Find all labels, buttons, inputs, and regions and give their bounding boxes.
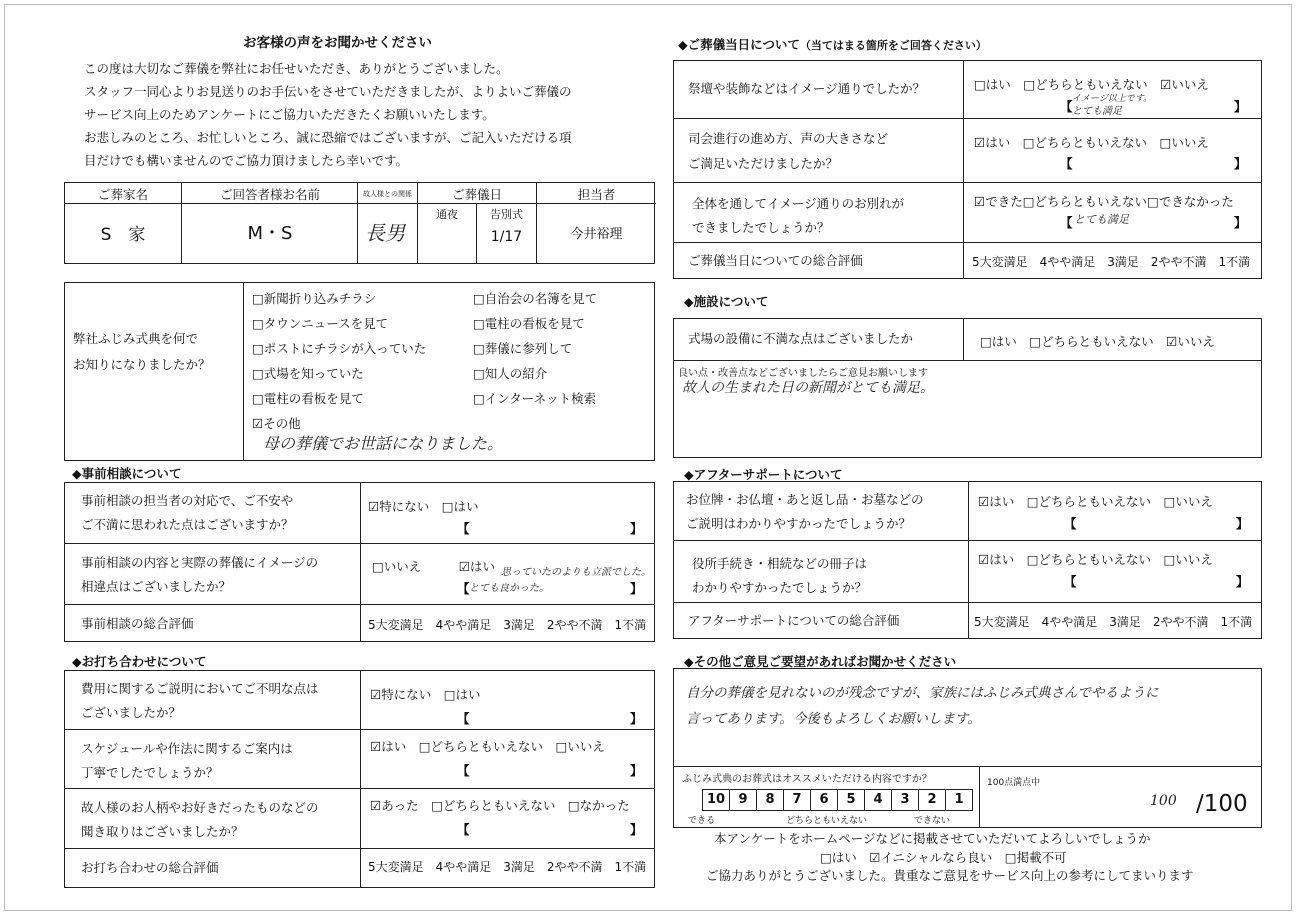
day-q1-note: とても満足: [1072, 106, 1122, 117]
intro-line: この度は大切なご葬儀を弊社にお任せいただき、ありがとうございました。: [84, 61, 509, 76]
source-option[interactable]: □新聞折り込みチラシ: [252, 291, 377, 306]
scale-item[interactable]: 1: [945, 790, 972, 810]
source-option[interactable]: □式場を知っていた: [252, 366, 364, 381]
bracket-right: 】: [1234, 156, 1247, 171]
day-q4: ご葬儀当日についての総合評価: [688, 253, 863, 268]
bracket-right: 】: [630, 711, 643, 726]
prior-q2: 相違点はございましたか？: [81, 579, 232, 594]
staff-value: 今井裕理: [570, 227, 623, 242]
header-date: ご葬儀日: [451, 187, 502, 202]
meeting-q4: お打ち合わせの総合評価: [81, 860, 219, 875]
header-kokubetsu: 告別式: [490, 208, 523, 221]
bracket-left: 【: [1064, 516, 1077, 531]
day-heading: [678, 35, 987, 53]
source-option[interactable]: □知人の紹介: [473, 366, 548, 381]
score-value: 100: [1150, 793, 1177, 809]
header-tsuya: 通夜: [436, 208, 458, 221]
bracket-right: 】: [630, 581, 643, 596]
recommend-question: ふじみ式典のお葬式はオススメいただける内容ですか？: [682, 774, 932, 785]
day-q1: 祭壇や装飾などはイメージ通りでしたか？: [688, 81, 926, 96]
other-comment: 言ってあります。今後もよろしくお願いします。: [686, 711, 981, 727]
bracket-right: 】: [1234, 99, 1247, 114]
source-option[interactable]: □電柱の看板を見て: [473, 316, 585, 331]
day-rating[interactable]: 5大変満足 4やや満足 3満足 2やや不満 1不満: [972, 255, 1251, 269]
source-box: [64, 282, 655, 461]
meeting-q2: 丁寧でしたでしょうか？: [81, 765, 219, 780]
day-heading-text: ◆ご葬儀当日について: [678, 37, 800, 52]
after-q1: ご説明はわかりやすかったでしょうか？: [686, 516, 912, 531]
scale-mid-label: どちらともいえない: [786, 816, 868, 826]
header-family: ご葬家名: [97, 187, 148, 202]
footer-question: 本アンケートをホームページなどに掲載させていただいてよろしいでしょうか: [714, 831, 1151, 846]
scale-right-label: できない: [914, 816, 951, 826]
prior-q1-options[interactable]: ☑特にない □はい: [368, 499, 479, 514]
other-note: 母の葬儀でお世話になりました。: [263, 434, 504, 453]
header-respondent: ご回答者様お名前: [219, 187, 320, 202]
source-option[interactable]: □電柱の看板を見て: [252, 391, 364, 406]
page-title: お客様の声をお聞かせください: [243, 35, 432, 51]
bracket-left: 【: [1060, 215, 1073, 230]
day-q2-options[interactable]: ☑はい □どちらともいえない □いいえ: [974, 135, 1209, 150]
relation-value: 長男: [365, 221, 405, 245]
respondent-name: M・S: [247, 223, 293, 244]
day-q3: 全体を通してイメージ通りのお別れが: [692, 196, 905, 211]
bracket-left: 【: [1060, 99, 1073, 114]
scale-item[interactable]: 9: [729, 790, 756, 810]
scale-item[interactable]: 4: [864, 790, 891, 810]
source-option[interactable]: □自治会の名簿を見て: [473, 291, 598, 306]
scale-item[interactable]: 7: [783, 790, 810, 810]
bracket-right: 】: [630, 521, 643, 536]
after-heading: ◆アフターサポートについて: [684, 467, 843, 482]
header-staff: 担当者: [577, 187, 616, 202]
after-q2: わかりやすかったでしょうか？: [692, 580, 868, 595]
bracket-left: 【: [457, 711, 470, 726]
prior-q2-options[interactable]: □いいえ ☑はい: [372, 559, 496, 574]
family-name: S 家: [100, 225, 146, 245]
intro-line: サービス向上のためアンケートにご協力いただきたくお願いいたします。: [84, 107, 495, 122]
after-q3: アフターサポートについての総合評価: [688, 613, 900, 628]
facility-q1: 式場の設備に不満な点はございましたか: [688, 331, 914, 346]
bracket-left: 【: [1064, 574, 1077, 589]
day-q3-note: とても満足: [1074, 213, 1129, 226]
bracket-left: 【: [1060, 156, 1073, 171]
recommend-scale[interactable]: [702, 789, 973, 811]
scale-item[interactable]: 10: [706, 792, 726, 807]
source-question: 弊社ふじみ式典を何で: [73, 331, 199, 346]
day-q2: 司会進行の進め方、声の大きさなど: [688, 131, 889, 146]
source-option[interactable]: □タウンニュースを見て: [252, 316, 389, 331]
prior-heading: ◆事前相談について: [72, 466, 182, 481]
meeting-q2-options[interactable]: ☑はい □どちらともいえない □いいえ: [370, 739, 605, 754]
meeting-q3: 聞き取りはございましたか？: [81, 824, 244, 839]
source-option[interactable]: □インターネット検索: [473, 391, 597, 406]
prior-q2-note: とても良かった。: [469, 583, 549, 594]
bracket-left: 【: [457, 521, 470, 536]
facility-comment-label: 良い点・改善点などございましたらご意見お願いします: [678, 368, 928, 379]
bracket-left: 【: [457, 822, 470, 837]
meeting-heading: ◆お打ち合わせについて: [72, 654, 207, 669]
source-option[interactable]: □ポストにチラシが入っていた: [252, 341, 427, 356]
day-heading-note: （当てはまる箇所をご回答ください）: [799, 39, 987, 52]
day-q3-options[interactable]: ☑できた□どちらともいえない□できなかった: [974, 194, 1234, 209]
other-heading: ◆その他ご意見ご要望があればお聞かせください: [684, 654, 957, 669]
footer-options[interactable]: □はい ☑イニシャルなら良い □掲載不可: [820, 850, 1067, 865]
scale-item[interactable]: 5: [837, 790, 864, 810]
prior-q2: 事前相談の内容と実際の葬儀にイメージの: [81, 555, 319, 570]
scale-item[interactable]: 6: [810, 790, 837, 810]
kokubetsu-value: 1/17: [490, 229, 523, 245]
other-comment: 自分の葬儀を見れないのが残念ですが、家族にはふじみ式典さんでやるように: [686, 685, 1159, 701]
intro-line: 目だけでも構いませんのでご協力頂けましたら幸いです。: [84, 153, 409, 168]
meeting-box: [64, 670, 655, 888]
footer-thanks: ご協力ありがとうございました。貴重なご意見をサービス向上の参考にしてまいります: [706, 868, 1194, 883]
after-box: [673, 481, 1262, 639]
facility-q1-options[interactable]: □はい □どちらともいえない ☑いいえ: [980, 334, 1215, 349]
bracket-left: 【: [457, 763, 470, 778]
source-option[interactable]: □葬儀に参列して: [473, 341, 573, 356]
intro-line: スタッフ一同心よりお見送りのお手伝いをさせていただきましたが、よりよいご葬儀の: [84, 84, 572, 99]
info-table: [64, 182, 655, 264]
meeting-q1: 費用に関するご説明においてご不明な点は: [81, 681, 319, 696]
prior-q3: 事前相談の総合評価: [81, 616, 194, 631]
facility-box: [673, 318, 1262, 458]
after-q2-options[interactable]: ☑はい □どちらともいえない □いいえ: [978, 552, 1213, 567]
day-q1-options[interactable]: □はい □どちらともいえない ☑いいえ: [974, 77, 1209, 92]
meeting-q1-options[interactable]: ☑特にない □はい: [370, 687, 481, 702]
facility-heading: ◆施設について: [684, 294, 769, 309]
bracket-left: 【: [457, 581, 470, 596]
score-max: /100: [1196, 791, 1248, 817]
prior-q2-note: 思っていたのよりも立派でした。: [501, 567, 651, 578]
after-q2: 役所手続き・相続などの冊子は: [692, 556, 868, 571]
meeting-q3-options[interactable]: ☑あった □どちらともいえない □なかった: [370, 798, 630, 813]
prior-box: [64, 482, 655, 642]
prior-q1: 事前相談の担当者の対応で、ご不安や: [81, 493, 294, 508]
bracket-right: 】: [1234, 215, 1247, 230]
meeting-q1: ございましたか？: [81, 705, 182, 720]
other-box: [673, 668, 1262, 828]
prior-rating[interactable]: 5大変満足 4やや満足 3満足 2やや不満 1不満: [368, 618, 647, 632]
bracket-right: 】: [1236, 574, 1249, 589]
scale-item[interactable]: 2: [918, 790, 945, 810]
day-q1-note: イメージ以上です。: [1072, 94, 1153, 104]
meeting-q3: 故人様のお人柄やお好きだったものなどの: [81, 800, 319, 815]
bracket-right: 】: [1236, 516, 1249, 531]
source-option-other[interactable]: ☑その他: [252, 416, 301, 431]
source-question: お知りになりましたか？: [73, 357, 211, 372]
after-q1: お位牌・お仏壇・あと返し品・お墓などの: [686, 492, 924, 507]
bracket-right: 】: [630, 822, 643, 837]
after-q1-options[interactable]: ☑はい □どちらともいえない □いいえ: [978, 494, 1213, 509]
scale-item[interactable]: 8: [756, 790, 783, 810]
meeting-rating[interactable]: 5大変満足 4やや満足 3満足 2やや不満 1不満: [368, 860, 647, 874]
day-q3: できましたでしょうか？: [692, 220, 830, 235]
facility-comment: 故人の生まれた日の新聞がとても満足。: [682, 380, 934, 396]
prior-q1: ご不満に思われた点はございますか？: [81, 517, 294, 532]
intro-line: お悲しみのところ、お忙しいところ、誠に恐縮ではございますが、ご記入いただける項: [84, 130, 572, 145]
header-relation: 故人様との関係: [363, 190, 412, 198]
scale-item[interactable]: 3: [891, 790, 918, 810]
day-q2: ご満足いただけましたか？: [688, 156, 839, 171]
bracket-right: 】: [630, 763, 643, 778]
score-label: 100点満点中: [987, 778, 1041, 788]
scale-left-label: できる: [688, 816, 716, 826]
after-rating[interactable]: 5大変満足 4やや満足 3満足 2やや不満 1不満: [974, 615, 1253, 629]
day-box: [673, 60, 1262, 279]
meeting-q2: スケジュールや作法に関するご案内は: [81, 741, 293, 756]
